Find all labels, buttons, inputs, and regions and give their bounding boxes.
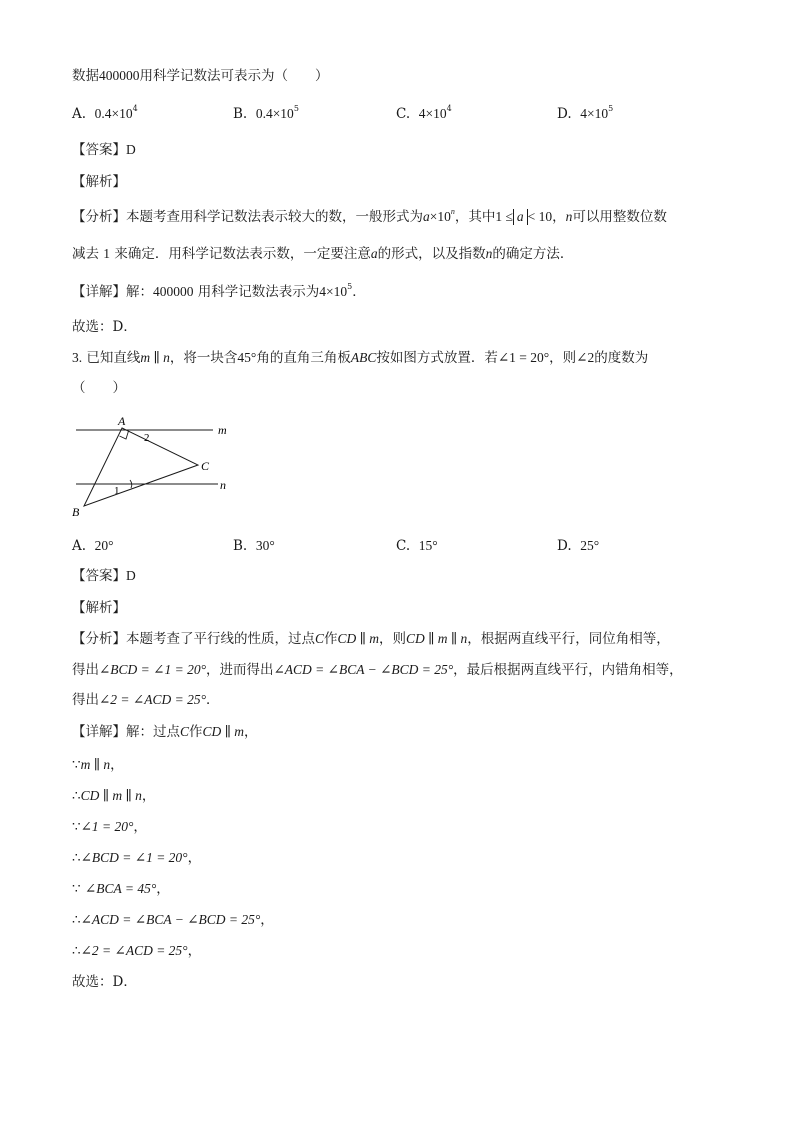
option-coef: 0.4 [255, 106, 273, 121]
q2-stem-text-end: 用科学记数法可表示为（ ） [139, 68, 329, 84]
q3-step-2 [72, 786, 155, 806]
step-expr: ∠1 = 20° [80, 819, 134, 834]
option-letter: D. [557, 538, 572, 554]
q2-fenxi-line2 [72, 244, 573, 264]
option-value: 30° [255, 538, 275, 553]
option-value: 20° [94, 538, 114, 553]
fenxi-text: 减去 [72, 246, 99, 262]
fenxi-text: 得出 [72, 662, 99, 678]
q3-fenxi-line2 [72, 660, 683, 680]
option-coef: 4 [418, 106, 426, 121]
math-one: 1 [103, 246, 111, 261]
label-C: C [201, 459, 210, 473]
step-suffix: ， [110, 757, 124, 773]
fenxi-text: ，进而得出 [206, 662, 274, 678]
option-base: ×10 [272, 106, 294, 121]
triangle-abc [84, 428, 198, 506]
q2-option-a[interactable] [72, 104, 138, 124]
fenxi-text: 作 [324, 631, 338, 647]
math-chain: CD ∥ m ∥ n [406, 631, 468, 646]
jiexi-label: 【解析】 [72, 600, 126, 616]
option-value: 15° [418, 538, 438, 553]
option-letter: B. [233, 538, 248, 554]
q2-guxuan [72, 317, 137, 337]
option-base: ×10 [586, 106, 609, 121]
label-1: 1 [114, 485, 120, 497]
answer-label: 【答案】 [72, 142, 126, 158]
option-exp: 4 [446, 104, 452, 113]
option-letter: C. [396, 106, 411, 122]
option-letter: B. [233, 106, 248, 122]
label-n: n [220, 478, 226, 492]
xiangjie-text: 解： [126, 284, 153, 300]
math-ineq-left: 1 ≤ [495, 209, 513, 224]
fenxi-text: 本题考查了平行线的性质，过点 [126, 631, 315, 647]
xiangjie-text: 作 [189, 724, 203, 740]
option-letter: D. [557, 106, 572, 122]
q3-step-3 [72, 817, 147, 837]
math-parallel: ∥ [150, 350, 164, 365]
xiangjie-text: ． [352, 284, 366, 300]
q3-step-7 [72, 941, 201, 961]
fenxi-text: ，根据两直线平行，同位角相等， [467, 631, 670, 647]
q2-stem-number: 400000 [99, 68, 140, 83]
q3-fenxi-line1 [72, 629, 670, 649]
stem-text: ，将一块含 [169, 350, 238, 366]
math-times10: ×10 [429, 209, 451, 224]
question-number: 3. [72, 350, 83, 365]
step-suffix: ， [187, 850, 202, 866]
fenxi-text: 可以用整数位数 [572, 209, 667, 225]
q3-stem-line2 [72, 378, 126, 398]
step-symbol: ∴ [72, 912, 81, 928]
q3-step-5 [72, 879, 170, 899]
q3-answer [72, 566, 136, 586]
q3-step-6 [72, 910, 274, 930]
step-symbol: ∴ [72, 850, 81, 866]
step-suffix: ， [187, 943, 202, 959]
step-expr: m ∥ n [80, 757, 111, 772]
q2-stem-text: 数据 [72, 68, 99, 84]
stem-text: 角的直角三角板 [256, 350, 351, 366]
step-expr: ∠ACD = ∠BCA − ∠BCD = 25° [80, 912, 261, 927]
step-suffix: ， [141, 788, 156, 804]
xiangjie-text: 用科学记数法表示为 [197, 284, 320, 300]
stem-text: 的度数为 [594, 350, 649, 366]
math-angle2: ∠2 [576, 350, 595, 365]
fenxi-text: 的确定方法． [492, 246, 574, 262]
q3-option-d[interactable] [557, 536, 599, 556]
math-C: C [315, 631, 325, 646]
option-base: ×10 [425, 106, 447, 121]
q3-fenxi-line3 [72, 690, 220, 710]
step-expr: ∠2 = ∠ACD = 25° [80, 943, 188, 958]
label-2: 2 [144, 432, 150, 444]
math-a: a [370, 246, 378, 261]
q3-step-4 [72, 848, 201, 868]
math-angle1: ∠1 = 20° [497, 350, 550, 365]
fenxi-text: ，最后根据两直线平行，内错角相等， [453, 662, 683, 678]
jiexi-label: 【解析】 [72, 174, 126, 190]
option-exp: 5 [293, 104, 299, 113]
option-coef: 4 [580, 106, 587, 121]
math-n: n [450, 207, 455, 216]
answer-label: 【答案】 [72, 568, 126, 584]
fenxi-text: ． [206, 692, 220, 708]
option-base: ×10 [111, 106, 133, 121]
step-symbol: ∵ [72, 881, 85, 897]
fenxi-label: 【分析】 [72, 631, 126, 647]
math-eq2: ∠ACD = ∠BCA − ∠BCD = 25° [273, 662, 454, 677]
fenxi-text: ， [552, 209, 566, 225]
q2-option-d[interactable] [557, 104, 613, 124]
q3-option-a[interactable] [72, 536, 114, 556]
right-angle-mark [120, 431, 129, 439]
xiangjie-text: ， [244, 724, 258, 740]
math-45: 45° [237, 350, 257, 365]
math-cd-par-m: CD ∥ m [337, 631, 380, 646]
math-n: n [163, 350, 170, 365]
guxuan-text: 故选：D． [72, 974, 137, 990]
label-B: B [72, 505, 80, 519]
stem-text: 按如图方式放置．若 [376, 350, 498, 366]
xiangjie-exp: 5 [347, 282, 353, 291]
option-letter: A. [72, 538, 87, 554]
q2-option-b[interactable] [233, 104, 299, 124]
step-expr: ∠BCD = ∠1 = 20° [80, 850, 188, 865]
fenxi-text: ，则 [379, 631, 407, 647]
step-suffix: ， [260, 912, 274, 928]
stem-text: ，则 [549, 350, 577, 366]
option-value: 25° [580, 538, 600, 553]
option-letter: A. [72, 106, 87, 122]
q2-jiexi-label [72, 172, 126, 192]
q3-stem-line1 [72, 348, 648, 368]
answer-value: D [126, 568, 136, 583]
fenxi-text: 本题考查用科学记数法表示较大的数，一般形式为 [126, 209, 423, 225]
stem-text: 已知直线 [86, 350, 141, 366]
q2-option-c[interactable] [396, 104, 452, 124]
option-letter: C. [396, 538, 411, 554]
math-n: n [485, 246, 493, 261]
math-abs-a: a [513, 209, 528, 225]
option-coef: 0.4 [94, 106, 112, 121]
math-cd-par-m: CD ∥ m [202, 724, 245, 739]
xiangjie-label: 【详解】 [72, 724, 126, 740]
q3-figure [70, 410, 250, 522]
guxuan-text: 故选：D． [72, 319, 137, 335]
option-exp: 4 [132, 104, 138, 113]
q3-option-c[interactable] [396, 536, 438, 556]
xiangjie-value: 4×10 [319, 284, 348, 299]
math-C: C [180, 724, 190, 739]
step-symbol: ∵ [72, 819, 81, 835]
step-suffix: ， [133, 819, 147, 835]
q2-answer [72, 140, 136, 160]
fenxi-text: 得出 [72, 692, 99, 708]
xiangjie-text: 解：过点 [126, 724, 180, 740]
q2-xiangjie [72, 282, 366, 302]
fenxi-text: 来确定．用科学记数法表示数，一定要注意 [114, 246, 371, 262]
math-eq1: ∠BCD = ∠1 = 20° [99, 662, 206, 677]
label-m: m [218, 423, 227, 437]
q3-xiangjie [72, 722, 258, 742]
math-n: n [565, 209, 573, 224]
step-expr: ∠BCA = 45° [84, 881, 157, 896]
q3-option-b[interactable] [233, 536, 275, 556]
math-m: m [140, 350, 151, 365]
step-symbol: ∵ [72, 757, 81, 773]
step-suffix: ， [156, 881, 170, 897]
step-symbol: ∴ [72, 943, 81, 959]
label-A: A [118, 414, 126, 428]
answer-value: D [126, 142, 136, 157]
step-expr: CD ∥ m ∥ n [80, 788, 142, 803]
math-ineq-right: < 10 [527, 209, 553, 224]
math-abc: ABC [350, 350, 377, 365]
q3-step-1 [72, 755, 124, 775]
q2-fenxi-line1 [72, 207, 667, 227]
step-symbol: ∴ [72, 788, 81, 804]
math-a: a [423, 209, 430, 224]
q3-jiexi-label [72, 598, 126, 618]
fenxi-text: ，其中 [454, 209, 496, 225]
xiangjie-label: 【详解】 [72, 284, 126, 300]
q2-stem [72, 66, 329, 86]
math-eq3: ∠2 = ∠ACD = 25° [99, 692, 206, 707]
stem-paren: （ ） [72, 380, 126, 396]
fenxi-text: 的形式，以及指数 [377, 246, 486, 262]
option-exp: 5 [608, 104, 614, 113]
xiangjie-number: 400000 [153, 284, 194, 299]
fenxi-label: 【分析】 [72, 209, 126, 225]
q3-guxuan [72, 972, 137, 992]
